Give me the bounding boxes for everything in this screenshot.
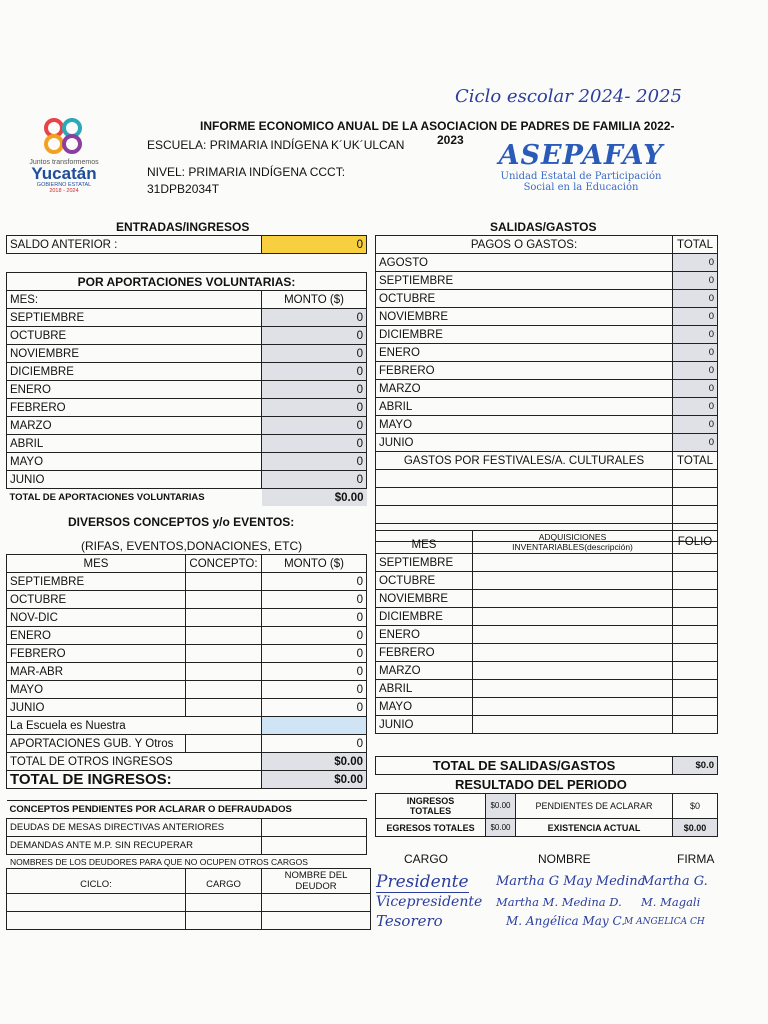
aport-gub-label: APORTACIONES GUB. Y Otros [7, 735, 186, 753]
escuela-nuestra-value [262, 717, 367, 735]
div-col-mes: MES [7, 555, 186, 573]
total-ingresos-value: $0.00 [262, 771, 367, 789]
cell-monto: 0 [262, 435, 367, 453]
firmas-col-nombre: NOMBRE [538, 852, 591, 866]
table-row [376, 716, 718, 734]
cell-mes: FEBRERO [7, 399, 262, 417]
cell-mes: DICIEMBRE [376, 326, 673, 344]
cell-mes: NOVIEMBRE [376, 590, 473, 608]
salidas-col-pagos: PAGOS O GASTOS: [376, 236, 673, 254]
table-row [376, 398, 718, 416]
cell-total: 0 [673, 398, 718, 416]
cell-empty [473, 608, 673, 626]
adquisiciones-table [375, 530, 718, 734]
firma-nombre-1: Martha G May Medina [496, 874, 646, 889]
table-row [7, 435, 367, 453]
salidas-table [375, 235, 718, 542]
deudas-label: DEUDAS DE MESAS DIRECTIVAS ANTERIORES [7, 819, 262, 837]
total-ingresos-label: TOTAL DE INGRESOS: [7, 771, 262, 789]
table-row [7, 663, 367, 681]
cell-mes: NOVIEMBRE [376, 308, 673, 326]
salidas-rows [376, 254, 718, 452]
adq-col-desc: ADQUISICIONES INVENTARIABLES(descripción) [473, 531, 673, 554]
ingresos-totales-value: $0.00 [486, 794, 516, 819]
cell-empty [186, 609, 262, 627]
pendientes-aclarar-value: $0 [673, 794, 718, 819]
cell-mes: FEBRERO [376, 644, 473, 662]
aport-gub-value: 0 [262, 735, 367, 753]
cell-mes: ENERO [7, 627, 186, 645]
aportaciones-table [6, 272, 367, 506]
asepafay-logo [496, 140, 666, 193]
demandas-label: DEMANDAS ANTE M.P. SIN RECUPERAR [7, 837, 262, 855]
cell-empty [473, 626, 673, 644]
cell-mes: AGOSTO [376, 254, 673, 272]
cell-monto: 0 [262, 309, 367, 327]
table-row [7, 681, 367, 699]
table-row [7, 591, 367, 609]
cell-monto: 0 [262, 645, 367, 663]
yucatan-logo [14, 118, 114, 194]
cell-empty [673, 554, 718, 572]
cell-monto: 0 [262, 591, 367, 609]
festivales-label: GASTOS POR FESTIVALES/A. CULTURALES [376, 452, 673, 470]
table-row [7, 645, 367, 663]
cell-monto: 0 [262, 345, 367, 363]
cell-mes: MAYO [376, 416, 673, 434]
cell-monto: 0 [262, 363, 367, 381]
cell-monto: 0 [262, 681, 367, 699]
cell-empty [673, 626, 718, 644]
div-col-concepto: CONCEPTO: [186, 555, 262, 573]
cell-mes: MARZO [376, 662, 473, 680]
resultado-title: RESULTADO DEL PERIODO [455, 777, 627, 792]
table-row [7, 699, 367, 717]
school-name: ESCUELA: PRIMARIA INDÍGENA K´UK´ULCAN [147, 138, 405, 152]
aport-total-label: TOTAL DE APORTACIONES VOLUNTARIAS [7, 489, 262, 507]
table-row [376, 362, 718, 380]
cell-mes: NOV-DIC [7, 609, 186, 627]
cell-mes: MAYO [7, 681, 186, 699]
table-row [7, 573, 367, 591]
cell-monto: 0 [262, 381, 367, 399]
cell-mes: SEPTIEMBRE [376, 272, 673, 290]
escuela-nuestra-label: La Escuela es Nuestra [7, 717, 262, 735]
deudores-table [6, 868, 371, 930]
egresos-totales-label: EGRESOS TOTALES [376, 819, 486, 837]
cell-empty [473, 554, 673, 572]
cell-empty [673, 572, 718, 590]
table-row [376, 326, 718, 344]
cell-mes: SEPTIEMBRE [376, 554, 473, 572]
cell-mes: DICIEMBRE [376, 608, 473, 626]
saldo-table [6, 235, 367, 254]
diversos-title: DIVERSOS CONCEPTOS y/o EVENTOS: [68, 515, 295, 529]
cell-empty [186, 573, 262, 591]
table-row [376, 662, 718, 680]
cell-mes: MAYO [7, 453, 262, 471]
cell-mes: ABRIL [376, 680, 473, 698]
table-row [376, 554, 718, 572]
deudores-note: NOMBRES DE LOS DEUDORES PARA QUE NO OCUPEN OTROS CARGOS [10, 857, 308, 867]
cell-monto: 0 [262, 453, 367, 471]
report-title: INFORME ECONOMICO ANUAL DE LA ASOCIACION DE PADRES DE FAMILIA 2022- [200, 119, 675, 133]
cell-empty [473, 644, 673, 662]
cell-total: 0 [673, 272, 718, 290]
cell-mes: JUNIO [7, 699, 186, 717]
firma-firma-2: M. Magali [641, 895, 701, 909]
table-row [7, 609, 367, 627]
table-row [376, 680, 718, 698]
cell-empty [473, 698, 673, 716]
cell-monto: 0 [262, 609, 367, 627]
table-row [376, 308, 718, 326]
table-row [376, 290, 718, 308]
cell-monto: 0 [262, 573, 367, 591]
cell-total: 0 [673, 344, 718, 362]
cell-empty [186, 627, 262, 645]
saldo-value: 0 [262, 236, 367, 254]
cell-total: 0 [673, 416, 718, 434]
aport-total-value: $0.00 [262, 489, 367, 507]
table-row [7, 453, 367, 471]
table-row [376, 272, 718, 290]
total-salidas-value: $0.0 [673, 757, 718, 775]
cell-total: 0 [673, 362, 718, 380]
cell-total: 0 [673, 434, 718, 452]
logo-name: Yucatán [31, 164, 97, 183]
egresos-totales-value: $0.00 [486, 819, 516, 837]
table-row [376, 380, 718, 398]
div-col-monto: MONTO ($) [262, 555, 367, 573]
school-cct: 31DPB2034T [147, 182, 220, 196]
total-salidas-label: TOTAL DE SALIDAS/GASTOS [376, 757, 673, 775]
adq-rows [376, 554, 718, 734]
handwritten-cycle: Ciclo escolar 2024- 2025 [455, 86, 682, 107]
cell-empty [473, 590, 673, 608]
adq-col-mes: MES [376, 531, 473, 554]
total-otros-value: $0.00 [262, 753, 367, 771]
table-row [376, 644, 718, 662]
cell-mes: SEPTIEMBRE [7, 573, 186, 591]
cell-monto: 0 [262, 417, 367, 435]
logo-slogan: Juntos transformemos [29, 159, 99, 166]
cell-mes: ENERO [376, 626, 473, 644]
deudores-col-cargo: CARGO [186, 869, 262, 894]
table-row [376, 698, 718, 716]
saldo-label: SALDO ANTERIOR : [7, 236, 262, 254]
cell-empty [473, 572, 673, 590]
cell-empty [186, 699, 262, 717]
report-title-year: 2023 [437, 133, 464, 147]
salidas-title: SALIDAS/GASTOS [490, 220, 597, 234]
table-row [376, 590, 718, 608]
cell-empty [473, 716, 673, 734]
cell-mes: NOVIEMBRE [7, 345, 262, 363]
cell-mes: JUNIO [7, 471, 262, 489]
cell-mes: MARZO [376, 380, 673, 398]
cell-empty [186, 645, 262, 663]
asepafay-name: ASEPAFAY [498, 140, 664, 171]
logo-sub1: GOBIERNO ESTATAL [36, 182, 92, 188]
cell-mes: MAYO [376, 698, 473, 716]
table-row [7, 345, 367, 363]
table-row [7, 627, 367, 645]
table-row [376, 344, 718, 362]
school-level: NIVEL: PRIMARIA INDÍGENA CCCT: [147, 165, 346, 179]
aport-gub-concepto [186, 735, 262, 753]
cell-empty [673, 680, 718, 698]
diversos-table [6, 554, 367, 789]
cell-mes: MAR-ABR [7, 663, 186, 681]
festivales-total: TOTAL [673, 452, 718, 470]
cell-mes: MARZO [7, 417, 262, 435]
cell-total: 0 [673, 254, 718, 272]
cell-empty [673, 662, 718, 680]
cell-empty [186, 681, 262, 699]
table-row [7, 417, 367, 435]
cell-empty [473, 680, 673, 698]
asepafay-sub1: Unidad Estatal de Participación [500, 171, 662, 182]
cell-mes: FEBRERO [376, 362, 673, 380]
table-row [7, 309, 367, 327]
table-row [376, 572, 718, 590]
existencia-value: $0.00 [673, 819, 718, 837]
table-row [376, 608, 718, 626]
firma-cargo-2: Vicepresidente [376, 894, 483, 910]
cell-mes: ABRIL [7, 435, 262, 453]
cell-monto: 0 [262, 327, 367, 345]
cell-monto: 0 [262, 699, 367, 717]
salidas-col-total: TOTAL [673, 236, 718, 254]
firma-nombre-3: M. Angélica May C. [506, 914, 626, 928]
cell-mes: FEBRERO [7, 645, 186, 663]
yucatan-emblem-icon [38, 118, 90, 154]
aportaciones-title: POR APORTACIONES VOLUNTARIAS: [7, 273, 367, 291]
deudores-col-nombre: NOMBRE DEL DEUDOR [262, 869, 371, 894]
cell-mes: OCTUBRE [376, 290, 673, 308]
deudores-col-ciclo: CICLO: [7, 869, 186, 894]
cell-monto: 0 [262, 663, 367, 681]
aport-rows [7, 309, 367, 489]
table-row [376, 416, 718, 434]
cell-mes: ENERO [7, 381, 262, 399]
ingresos-totales-label: INGRESOS TOTALES [376, 794, 486, 819]
table-row [376, 434, 718, 452]
firmas-col-firma: FIRMA [677, 852, 715, 866]
diversos-rows [7, 573, 367, 717]
cell-empty [673, 608, 718, 626]
cell-mes: JUNIO [376, 434, 673, 452]
table-row [376, 626, 718, 644]
cell-monto: 0 [262, 627, 367, 645]
cell-mes: ENERO [376, 344, 673, 362]
adq-col-folio: FOLIO [673, 531, 718, 554]
cell-empty [673, 698, 718, 716]
table-row [7, 327, 367, 345]
pendientes-aclarar-label: PENDIENTES DE ACLARAR [516, 794, 673, 819]
total-otros-label: TOTAL DE OTROS INGRESOS [7, 753, 262, 771]
asepafay-sub2: Social en la Educación [523, 182, 639, 193]
pendientes-title: CONCEPTOS PENDIENTES POR ACLARAR O DEFRAUDADOS [7, 801, 262, 819]
cell-total: 0 [673, 380, 718, 398]
firmas-col-cargo: CARGO [404, 852, 449, 866]
cell-monto: 0 [262, 399, 367, 417]
cell-total: 0 [673, 290, 718, 308]
diversos-subtitle: (RIFAS, EVENTOS,DONACIONES, ETC) [81, 539, 303, 553]
aport-col-mes: MES: [7, 291, 262, 309]
table-row [7, 363, 367, 381]
firma-firma-1: Martha G. [641, 874, 708, 889]
cell-mes: DICIEMBRE [7, 363, 262, 381]
cell-empty [473, 662, 673, 680]
cell-empty [673, 644, 718, 662]
table-row [7, 399, 367, 417]
logo-sub2: 2018 - 2024 [49, 188, 79, 194]
existencia-label: EXISTENCIA ACTUAL [516, 819, 673, 837]
firma-cargo-1: Presidente [376, 872, 469, 892]
cell-mes: JUNIO [376, 716, 473, 734]
cell-empty [673, 590, 718, 608]
cell-total: 0 [673, 326, 718, 344]
cell-mes: OCTUBRE [376, 572, 473, 590]
table-row [7, 471, 367, 489]
cell-empty [186, 591, 262, 609]
entradas-title: ENTRADAS/INGRESOS [116, 220, 250, 234]
firma-nombre-2: Martha M. Medina D. [496, 895, 622, 909]
cell-empty [673, 716, 718, 734]
cell-mes: ABRIL [376, 398, 673, 416]
pendientes-table [6, 800, 367, 855]
resultado-table [375, 793, 718, 837]
cell-total: 0 [673, 308, 718, 326]
firma-firma-3: M ANGELICA CH [624, 917, 705, 927]
total-salidas-table [375, 756, 718, 775]
aport-col-monto: MONTO ($) [262, 291, 367, 309]
cell-mes: SEPTIEMBRE [7, 309, 262, 327]
cell-monto: 0 [262, 471, 367, 489]
cell-mes: OCTUBRE [7, 327, 262, 345]
table-row [7, 381, 367, 399]
cell-empty [186, 663, 262, 681]
firma-cargo-3: Tesorero [376, 912, 443, 930]
cell-mes: OCTUBRE [7, 591, 186, 609]
table-row [376, 254, 718, 272]
